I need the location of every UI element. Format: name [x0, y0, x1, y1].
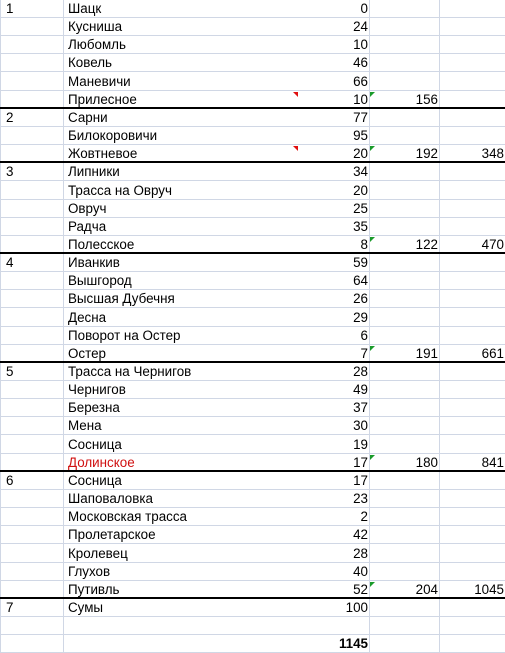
cell-place-name[interactable]: Полесское — [68, 236, 135, 252]
table-row — [0, 290, 505, 308]
cell-distance[interactable]: 26 — [353, 291, 368, 307]
cell-cumulative[interactable] — [440, 127, 504, 145]
cell-subtotal[interactable] — [371, 563, 438, 581]
cell-subtotal[interactable] — [371, 0, 438, 18]
cell-distance[interactable]: 28 — [353, 364, 368, 379]
cell-subtotal[interactable] — [371, 109, 438, 127]
cell-place-name[interactable]: Поворот на Остер — [68, 327, 181, 343]
cell-cumulative[interactable] — [440, 617, 504, 635]
cell-subtotal[interactable]: 180 — [415, 454, 438, 470]
table-row — [0, 399, 505, 417]
cell-cumulative[interactable] — [440, 363, 504, 381]
cell-distance[interactable]: 10 — [353, 91, 368, 107]
cell-place-name[interactable]: Сосница — [68, 472, 122, 488]
cell-subtotal[interactable] — [371, 272, 438, 290]
cell-distance[interactable]: 66 — [353, 73, 368, 89]
cell-place-name[interactable]: Любомль — [68, 37, 126, 53]
cell-distance[interactable]: 23 — [353, 491, 368, 507]
table-row — [0, 563, 505, 581]
cell-place-name[interactable]: Маневичи — [68, 73, 131, 89]
cell-place-name[interactable]: Глухов — [68, 563, 111, 579]
table-row — [0, 508, 505, 526]
table-row — [0, 472, 505, 490]
cell-place-name[interactable]: Долинское — [68, 454, 135, 470]
cell-cumulative[interactable]: 348 — [481, 146, 504, 162]
cell-place-name[interactable]: Трасса на Чернигов — [68, 364, 192, 379]
cell-cumulative[interactable] — [440, 36, 504, 54]
cell-place-name[interactable]: Десна — [68, 309, 107, 325]
cell-subtotal[interactable]: 156 — [415, 91, 438, 107]
cell-subtotal[interactable]: 191 — [415, 345, 438, 361]
cell-subtotal[interactable]: 192 — [415, 146, 438, 162]
cell-distance[interactable]: 24 — [353, 19, 368, 35]
cell-subtotal[interactable] — [371, 218, 438, 236]
cell-distance[interactable]: 1145 — [338, 636, 368, 652]
cell-subtotal[interactable] — [371, 363, 438, 381]
cell-distance[interactable]: 25 — [353, 200, 368, 216]
table-row — [0, 635, 505, 653]
cell-distance[interactable]: 6 — [360, 327, 368, 343]
table-row — [0, 91, 505, 109]
cell-cumulative[interactable] — [440, 472, 504, 490]
cell-cumulative[interactable] — [440, 0, 504, 18]
cell-distance[interactable]: 2 — [360, 509, 368, 525]
cell-cumulative[interactable] — [440, 218, 504, 236]
cell-cumulative[interactable] — [440, 545, 504, 563]
cell-subtotal[interactable] — [371, 182, 438, 200]
cell-place-name[interactable]: Иванкив — [68, 255, 120, 271]
cell-subtotal[interactable] — [371, 54, 438, 72]
cell-distance[interactable]: 35 — [353, 218, 368, 234]
cell-cumulative[interactable] — [440, 508, 504, 526]
cell-cumulative[interactable] — [440, 599, 504, 617]
cell-distance[interactable] — [300, 617, 368, 635]
cell-place-name[interactable]: Сосница — [68, 436, 122, 452]
cell-distance[interactable]: 10 — [353, 37, 368, 53]
cell-distance[interactable]: 46 — [353, 55, 368, 71]
cell-distance[interactable]: 17 — [353, 472, 368, 488]
table-row — [0, 254, 505, 272]
table-row — [0, 36, 505, 54]
error-indicator-icon[interactable] — [370, 582, 375, 587]
cell-subtotal[interactable] — [371, 18, 438, 36]
cell-subtotal[interactable] — [371, 200, 438, 218]
cell-group-number[interactable]: 4 — [6, 255, 14, 271]
cell-distance[interactable]: 40 — [353, 563, 368, 579]
cell-distance[interactable]: 52 — [353, 581, 368, 597]
error-indicator-icon[interactable] — [370, 92, 375, 97]
error-indicator-icon[interactable] — [370, 455, 375, 460]
cell-place-name[interactable]: Кусниша — [68, 19, 123, 35]
cell-subtotal[interactable] — [371, 599, 438, 617]
cell-subtotal[interactable] — [371, 381, 438, 399]
cell-place-name[interactable]: Радча — [68, 218, 107, 234]
table-row — [0, 127, 505, 145]
cell-group-number[interactable]: 6 — [6, 472, 14, 488]
cell-subtotal[interactable] — [371, 290, 438, 308]
cell-subtotal[interactable] — [371, 73, 438, 91]
cell-subtotal[interactable] — [371, 254, 438, 272]
table-row — [0, 109, 505, 127]
table-row — [0, 145, 505, 163]
cell-cumulative[interactable] — [440, 490, 504, 508]
comment-indicator-icon[interactable] — [293, 146, 298, 151]
table-row — [0, 436, 505, 454]
cell-subtotal[interactable] — [371, 309, 438, 327]
table-row — [0, 18, 505, 36]
table-row — [0, 599, 505, 617]
cell-place-name[interactable]: Пролетарское — [68, 527, 156, 543]
table-row — [0, 163, 505, 181]
cell-place-name[interactable]: Трасса на Овруч — [68, 182, 172, 198]
error-indicator-icon[interactable] — [370, 146, 375, 151]
cell-cumulative[interactable]: 470 — [481, 236, 504, 252]
error-indicator-icon[interactable] — [370, 237, 375, 242]
cell-distance[interactable]: 59 — [353, 255, 368, 271]
cell-distance[interactable]: 95 — [353, 128, 368, 144]
table-row — [0, 454, 505, 472]
cell-place-name[interactable]: Сарни — [68, 109, 108, 125]
cell-subtotal[interactable] — [371, 127, 438, 145]
cell-subtotal[interactable] — [371, 36, 438, 54]
cell-cumulative[interactable] — [440, 417, 504, 435]
table-row — [0, 490, 505, 508]
cell-cumulative[interactable] — [440, 272, 504, 290]
table-row — [0, 417, 505, 435]
cell-cumulative[interactable] — [440, 290, 504, 308]
cell-subtotal[interactable] — [371, 490, 438, 508]
cell-cumulative[interactable]: 841 — [481, 454, 504, 470]
table-row — [0, 218, 505, 236]
cell-cumulative[interactable] — [440, 91, 504, 109]
cell-distance[interactable]: 29 — [353, 309, 368, 325]
cell-subtotal[interactable] — [371, 436, 438, 454]
table-row — [0, 327, 505, 345]
cell-place-name[interactable]: Шацк — [68, 1, 102, 16]
cell-cumulative[interactable] — [440, 73, 504, 91]
cell-distance[interactable]: 34 — [353, 164, 368, 180]
table-row — [0, 54, 505, 72]
cell-subtotal[interactable] — [371, 163, 438, 181]
cell-distance[interactable]: 30 — [353, 418, 368, 434]
cell-place-name[interactable]: Чернигов — [68, 382, 126, 398]
cell-subtotal[interactable] — [371, 617, 438, 635]
cell-cumulative[interactable] — [440, 182, 504, 200]
cell-distance[interactable]: 100 — [345, 599, 368, 615]
cell-group-number[interactable]: 3 — [6, 164, 14, 180]
cell-place-name[interactable]: Сумы — [68, 599, 104, 615]
cell-cumulative[interactable] — [440, 381, 504, 399]
table-row — [0, 182, 505, 200]
cell-cumulative[interactable] — [440, 18, 504, 36]
table-row — [0, 545, 505, 563]
error-indicator-icon[interactable] — [370, 346, 375, 351]
table-row — [0, 73, 505, 91]
cell-subtotal[interactable] — [371, 417, 438, 435]
cell-place-name[interactable]: Ковель — [68, 55, 113, 71]
cell-distance[interactable]: 8 — [360, 236, 368, 252]
table-row — [0, 236, 505, 254]
table-row — [0, 363, 505, 381]
cell-place-name[interactable]: Овруч — [68, 200, 107, 216]
cell-place-name[interactable]: Путивль — [68, 581, 120, 597]
cell-subtotal[interactable] — [371, 472, 438, 490]
cell-cumulative[interactable] — [440, 327, 504, 345]
table-row — [0, 381, 505, 399]
cell-group-number[interactable]: 2 — [6, 109, 14, 125]
table-row — [0, 581, 505, 599]
cell-group-number[interactable]: 7 — [6, 599, 14, 615]
cell-cumulative[interactable] — [440, 436, 504, 454]
cell-cumulative[interactable] — [440, 254, 504, 272]
cell-place-name[interactable]: Вышгород — [68, 273, 132, 289]
cell-place-name[interactable]: Остер — [68, 345, 106, 361]
cell-group-number[interactable]: 1 — [6, 1, 14, 16]
cell-distance[interactable]: 77 — [353, 109, 368, 125]
table-row — [0, 0, 505, 18]
cell-distance[interactable]: 0 — [360, 1, 368, 16]
cell-cumulative[interactable] — [440, 635, 504, 653]
cell-cumulative[interactable] — [440, 54, 504, 72]
cell-place-name[interactable]: Высшая Дубечня — [68, 291, 175, 307]
cell-cumulative[interactable] — [440, 399, 504, 417]
cell-place-name[interactable]: Липники — [68, 164, 120, 180]
cell-place-name[interactable]: Билокоровичи — [68, 128, 158, 144]
cell-distance[interactable]: 64 — [353, 273, 368, 289]
cell-distance[interactable]: 17 — [353, 454, 368, 470]
cell-subtotal[interactable] — [371, 526, 438, 544]
cell-place-name[interactable]: Кролевец — [68, 545, 128, 561]
cell-place-name[interactable]: Шаповаловка — [68, 491, 153, 507]
table-row — [0, 309, 505, 327]
cell-place-name[interactable]: Московская трасса — [68, 509, 187, 525]
cell-subtotal[interactable] — [371, 327, 438, 345]
cell-subtotal[interactable]: 204 — [415, 581, 438, 597]
cell-distance[interactable]: 42 — [353, 527, 368, 543]
cell-cumulative[interactable] — [440, 200, 504, 218]
cell-group-number[interactable]: 5 — [6, 364, 14, 379]
cell-cumulative[interactable] — [440, 526, 504, 544]
table-row — [0, 272, 505, 290]
cell-subtotal[interactable] — [371, 545, 438, 563]
cell-subtotal[interactable]: 122 — [415, 236, 438, 252]
cell-distance[interactable]: 20 — [353, 146, 368, 162]
cell-distance[interactable]: 20 — [353, 182, 368, 198]
cell-subtotal[interactable] — [371, 399, 438, 417]
cell-subtotal[interactable] — [371, 508, 438, 526]
comment-indicator-icon[interactable] — [293, 92, 298, 97]
table-row — [0, 526, 505, 544]
cell-distance[interactable]: 28 — [353, 545, 368, 561]
table-row — [0, 200, 505, 218]
cell-cumulative[interactable] — [440, 309, 504, 327]
table-row — [0, 345, 505, 363]
cell-place-name[interactable]: Прилесное — [68, 91, 137, 107]
cell-distance[interactable]: 19 — [353, 436, 368, 452]
cell-cumulative[interactable]: 661 — [481, 345, 504, 361]
cell-place-name[interactable]: Жовтневое — [68, 146, 138, 162]
cell-place-name[interactable]: Мена — [68, 418, 102, 434]
cell-subtotal[interactable] — [371, 635, 438, 653]
table-row — [0, 617, 505, 635]
cell-place-name[interactable]: Березна — [68, 400, 120, 416]
cell-cumulative[interactable]: 1045 — [474, 581, 504, 597]
cell-distance[interactable]: 7 — [360, 345, 368, 361]
cell-cumulative[interactable] — [440, 109, 504, 127]
cell-distance[interactable]: 37 — [353, 400, 368, 416]
cell-cumulative[interactable] — [440, 563, 504, 581]
cell-distance[interactable]: 49 — [353, 382, 368, 398]
cell-cumulative[interactable] — [440, 163, 504, 181]
